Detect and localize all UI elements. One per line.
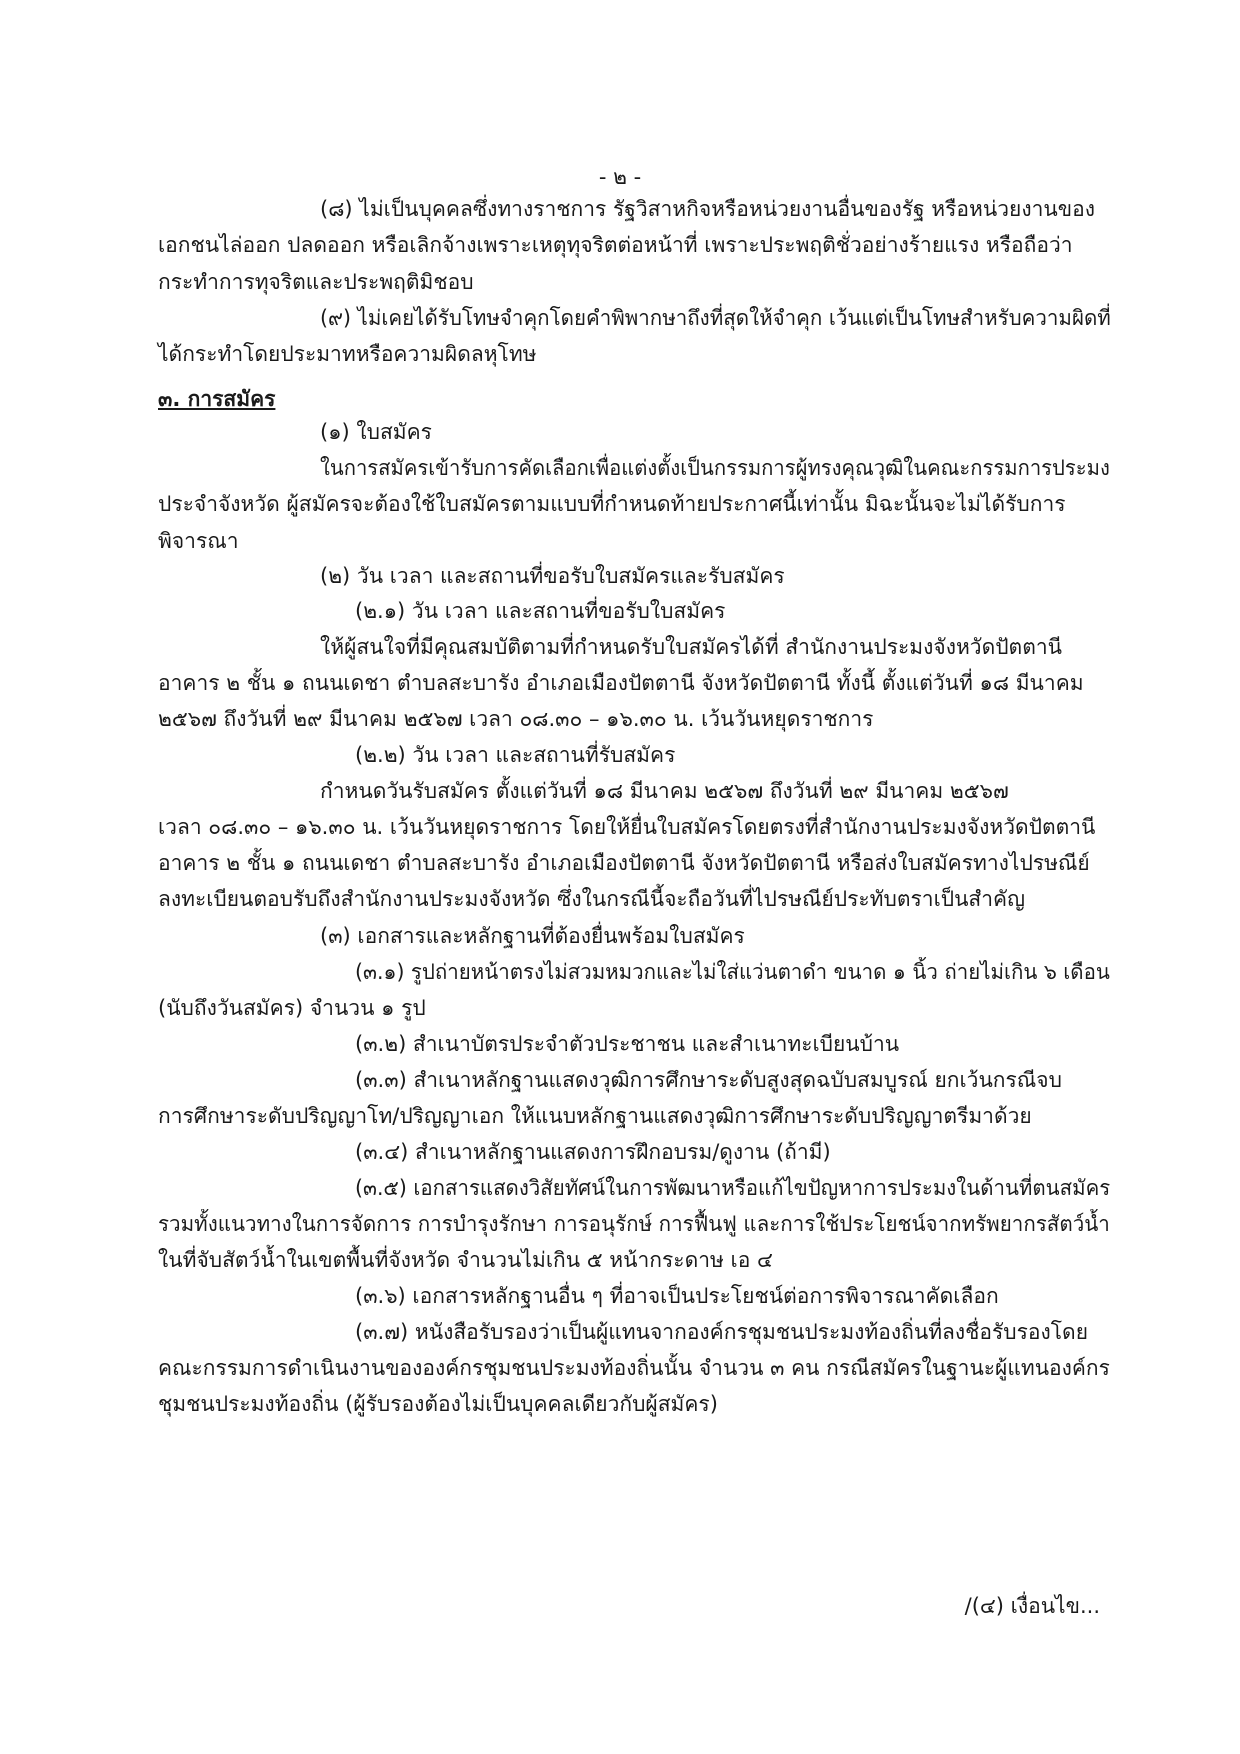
body-line: ชุมชนประมงท้องถิ่น (ผู้รับรองต้องไม่เป็นบุคคลเดียวกับผู้สมัคร)	[158, 1392, 718, 1416]
body-line: คณะกรรมการดำเนินงานขององค์กรชุมชนประมงท้องถิ่นนั้น จำนวน ๓ คน กรณีสมัครในฐานะผู้แทนองค์กร	[158, 1356, 1110, 1380]
body-line: (๓.๕) เอกสารแสดงวิสัยทัศน์ในการพัฒนาหรือแก้ไขปัญหาการประมงในด้านที่ตนสมัคร	[355, 1176, 1111, 1200]
body-line: (๓.๑) รูปถ่ายหน้าตรงไม่สวมหมวกและไม่ใส่แว่นตาดำ ขนาด ๑ นิ้ว ถ่ายไม่เกิน ๖ เดือน	[355, 960, 1110, 984]
body-line: ในที่จับสัตว์น้ำในเขตพื้นที่จังหวัด จำนวนไม่เกิน ๕ หน้ากระดาษ เอ ๔	[158, 1248, 773, 1272]
body-line: การศึกษาระดับปริญญาโท/ปริญญาเอก ให้แนบหลักฐานแสดงวุฒิการศึกษาระดับปริญญาตรีมาด้วย	[158, 1104, 1032, 1128]
body-line: ได้กระทำโดยประมาทหรือความผิดลหุโทษ	[158, 342, 537, 366]
body-line: (๒.๑) วัน เวลา และสถานที่ขอรับใบสมัคร	[355, 599, 726, 623]
body-line: ลงทะเบียนตอบรับถึงสำนักงานประมงจังหวัด ซึ่งในกรณีนี้จะถือวันที่ไปรษณีย์ประทับตราเป็นสำคัญ	[158, 887, 1025, 911]
body-line: อาคาร ๒ ชั้น ๑ ถนนเดชา ตำบลสะบารัง อำเภอเมืองปัตตานี จังหวัดปัตตานี หรือส่งใบสมัครทางไปรษณีย์	[158, 851, 1090, 875]
body-line: ในการสมัครเข้ารับการคัดเลือกเพื่อแต่งตั้งเป็นกรรมการผู้ทรงคุณวุฒิในคณะกรรมการประมง	[320, 456, 1110, 480]
body-line: เวลา ๐๘.๓๐ – ๑๖.๓๐ น. เว้นวันหยุดราชการ โดยให้ยื่นใบสมัครโดยตรงที่สำนักงานประมงจังหวัดปัตตานี	[158, 815, 1096, 839]
section-heading: ๓. การสมัคร	[158, 387, 276, 411]
body-line: ให้ผู้สนใจที่มีคุณสมบัติตามที่กำหนดรับใบสมัครได้ที่ สำนักงานประมงจังหวัดปัตตานี	[320, 635, 1062, 659]
body-line: (๓.๓) สำเนาหลักฐานแสดงวุฒิการศึกษาระดับสูงสุดฉบับสมบูรณ์ ยกเว้นกรณีจบ	[355, 1068, 1062, 1092]
body-line: (นับถึงวันสมัคร) จำนวน ๑ รูป	[158, 996, 426, 1020]
body-line: (๒) วัน เวลา และสถานที่ขอรับใบสมัครและรับสมัคร	[320, 564, 785, 588]
body-line: เอกชนไล่ออก ปลดออก หรือเลิกจ้างเพราะเหตุทุจริตต่อหน้าที่ เพราะประพฤติชั่วอย่างร้ายแรง หรือถือว่า	[158, 233, 1073, 257]
body-line: (๑) ใบสมัคร	[320, 420, 432, 444]
body-line: (๓.๖) เอกสารหลักฐานอื่น ๆ ที่อาจเป็นประโยชน์ต่อการพิจารณาคัดเลือก	[355, 1284, 999, 1308]
body-line: (๙) ไม่เคยได้รับโทษจำคุกโดยคำพิพากษาถึงที่สุดให้จำคุก เว้นแต่เป็นโทษสำหรับความผิดที่	[320, 306, 1111, 330]
body-line: พิจารณา	[158, 529, 239, 553]
body-line: (๓) เอกสารและหลักฐานที่ต้องยื่นพร้อมใบสมัคร	[320, 924, 745, 948]
body-line: (๒.๒) วัน เวลา และสถานที่รับสมัคร	[355, 743, 676, 767]
body-line: (๓.๔) สำเนาหลักฐานแสดงการฝึกอบรม/ดูงาน (ถ้ามี)	[355, 1140, 831, 1164]
body-line: ประจำจังหวัด ผู้สมัครจะต้องใช้ใบสมัครตามแบบที่กำหนดท้ายประกาศนี้เท่านั้น มิฉะนั้นจะไม่ได้รับการ	[158, 492, 1066, 516]
body-line: กำหนดวันรับสมัคร ตั้งแต่วันที่ ๑๘ มีนาคม ๒๕๖๗ ถึงวันที่ ๒๙ มีนาคม ๒๕๖๗	[320, 779, 1009, 803]
body-line: (๓.๒) สำเนาบัตรประจำตัวประชาชน และสำเนาทะเบียนบ้าน	[355, 1032, 900, 1056]
body-line: ๒๕๖๗ ถึงวันที่ ๒๙ มีนาคม ๒๕๖๗ เวลา ๐๘.๓๐ – ๑๖.๓๐ น. เว้นวันหยุดราชการ	[158, 707, 874, 731]
body-line: รวมทั้งแนวทางในการจัดการ การบำรุงรักษา การอนุรักษ์ การฟื้นฟู และการใช้ประโยชน์จากทรัพยากรสัตว์น้ำ	[158, 1212, 1110, 1236]
footer-continuation: /(๔) เงื่อนไข...	[964, 1594, 1100, 1618]
body-line: อาคาร ๒ ชั้น ๑ ถนนเดชา ตำบลสะบารัง อำเภอเมืองปัตตานี จังหวัดปัตตานี ทั้งนี้ ตั้งแต่วันที่ ๑๘ มีนาคม	[158, 671, 1084, 695]
body-line: กระทำการทุจริตและประพฤติมิชอบ	[158, 270, 474, 294]
body-line: (๘) ไม่เป็นบุคคลซึ่งทางราชการ รัฐวิสาหกิจหรือหน่วยงานอื่นของรัฐ หรือหน่วยงานของ	[320, 197, 1095, 221]
page-number: - ๒ -	[598, 165, 642, 189]
body-line: (๓.๗) หนังสือรับรองว่าเป็นผู้แทนจากองค์กรชุมชนประมงท้องถิ่นที่ลงชื่อรับรองโดย	[355, 1320, 1089, 1344]
